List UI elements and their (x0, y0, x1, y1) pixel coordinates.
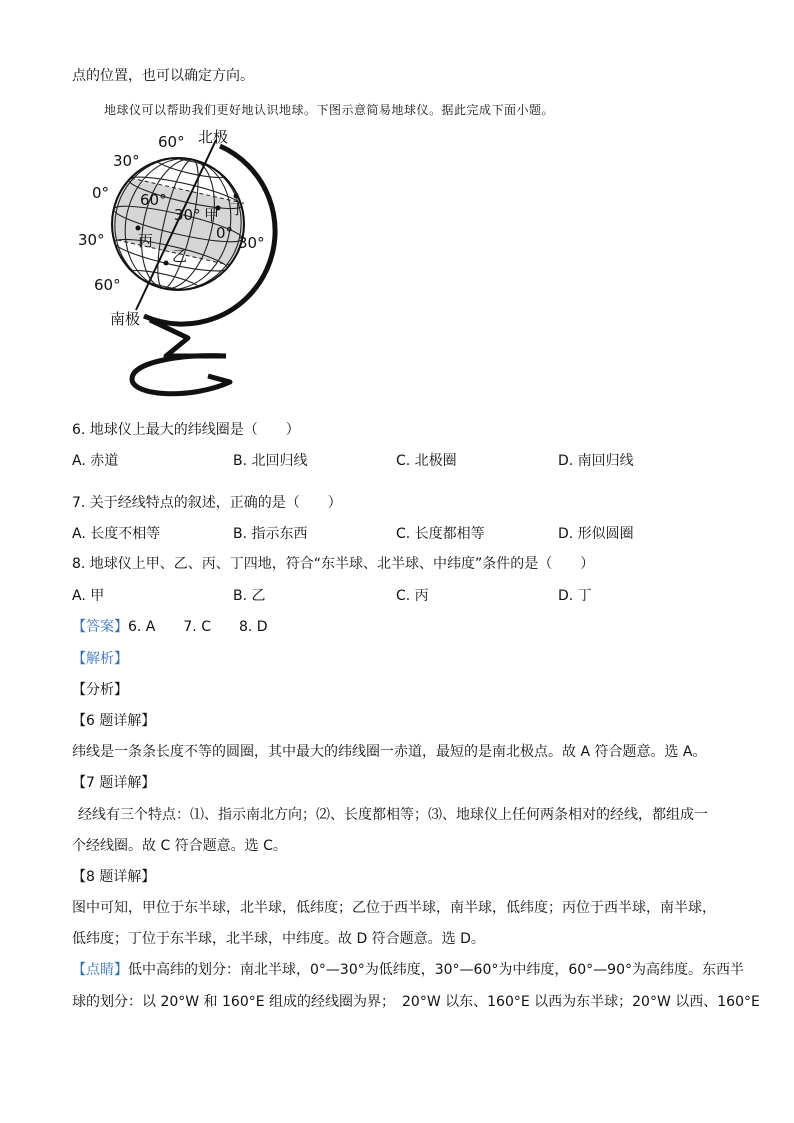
question-8-option-b[interactable]: B. 乙 (233, 588, 266, 604)
answer-label: 【答案】 (72, 619, 128, 635)
top-line: 点的位置，也可以确定方向。 (72, 68, 254, 84)
question-6-option-d[interactable]: D. 南回归线 (558, 453, 634, 469)
lon-60-label: 60° (140, 191, 167, 209)
q8-detail-title: 【8 题详解】 (72, 869, 156, 885)
question-6-option-b[interactable]: B. 北回归线 (233, 453, 308, 469)
jiexi-label: 【解析】 (72, 651, 128, 667)
parallel-60n (155, 154, 228, 182)
point-yi-dot (164, 261, 169, 266)
lat-30-top-label: 30° (113, 152, 140, 170)
south-pole-label: 南极 (110, 310, 141, 328)
parallel-60s (129, 267, 202, 295)
question-8-stem: 8. 地球仪上甲、乙、丙、丁四地，符合“东半球、北半球、中纬度”条件的是（ ） (72, 556, 595, 572)
point-bing-label: 丙 (138, 232, 154, 250)
answer-line (72, 617, 268, 637)
stand-base (132, 356, 230, 394)
q8-detail-text-1: 图中可知，甲位于东半球，北半球，低纬度；乙位于西半球，南半球，低纬度；丙位于西半球，南半球， (72, 900, 716, 916)
question-7-option-c[interactable]: C. 长度都相等 (396, 526, 485, 542)
q8-detail-text-2: 低纬度；丁位于东半球，北半球，中纬度。故 D 符合题意。选 D。 (72, 931, 485, 947)
q6-detail-text: 纬线是一条条长度不等的圆圈，其中最大的纬线圈一赤道，最短的是南北极点。故 A 符合题意。选 A。 (72, 744, 707, 760)
lon-30-label: 30° (174, 206, 201, 224)
q6-detail-title: 【6 题详解】 (72, 713, 156, 729)
question-6-stem: 6. 地球仪上最大的纬线圈是（ ） (72, 422, 300, 438)
question-7-option-b[interactable]: B. 指示东西 (233, 526, 308, 542)
point-bing-dot (136, 226, 141, 231)
question-7-stem: 7. 关于经线特点的叙述，正确的是（ ） (72, 495, 342, 511)
q7-detail-title: 【7 题详解】 (72, 775, 156, 791)
lon-30-right-label: 30° (238, 234, 265, 252)
lat-60-bottom-label: 60° (94, 276, 121, 294)
question-8-option-c[interactable]: C. 丙 (396, 588, 429, 604)
lat-0-label: 0° (92, 184, 110, 202)
question-8-option-a[interactable]: A. 甲 (72, 588, 105, 604)
question-8-option-d[interactable]: D. 丁 (558, 588, 592, 604)
point-yi-label: 乙 (172, 247, 188, 265)
answer-text: 6. A 7. C 8. D (128, 619, 268, 635)
question-7-option-d[interactable]: D. 形似圆圈 (558, 526, 634, 542)
point-jia-label: 甲 (204, 206, 220, 224)
dianjing-line-1 (72, 960, 744, 980)
globe-diagram (70, 124, 280, 406)
q7-detail-text-2: 个经线圈。故 C 符合题意。选 C。 (72, 838, 287, 854)
intro-text: 地球仪可以帮助我们更好地认识地球。下图示意简易地球仪。据此完成下面小题。 (104, 103, 555, 117)
question-7-option-a[interactable]: A. 长度不相等 (72, 526, 161, 542)
question-6-option-c[interactable]: C. 北极圈 (396, 453, 457, 469)
point-ding-dot (234, 194, 239, 199)
lat-30-bottom-label: 30° (78, 231, 105, 249)
fenxi-label: 【分析】 (72, 682, 128, 698)
north-pole-label: 北极 (198, 128, 229, 146)
dianjing-label: 【点睛】 (72, 962, 128, 978)
dianjing-text-1: 低中高纬的划分：南北半球，0°—30°为低纬度，30°—60°为中纬度，60°—90°为高纬度。东西半 (128, 962, 744, 978)
point-ding-label: 丁 (230, 200, 246, 218)
lat-60-top-label: 60° (158, 133, 185, 151)
lon-0-label: 0° (216, 224, 234, 242)
dianjing-text-2: 球的划分：以 20°W 和 160°E 组成的经线圈为界； 20°W 以东、160°E 以西为东半球；20°W 以西、160°E (72, 994, 760, 1010)
q7-detail-text-1: 经线有三个特点：⑴、指示南北方向；⑵、长度都相等；⑶、地球仪上任何两条相对的经线，都组成一 (78, 807, 708, 823)
question-6-option-a[interactable]: A. 赤道 (72, 453, 119, 469)
